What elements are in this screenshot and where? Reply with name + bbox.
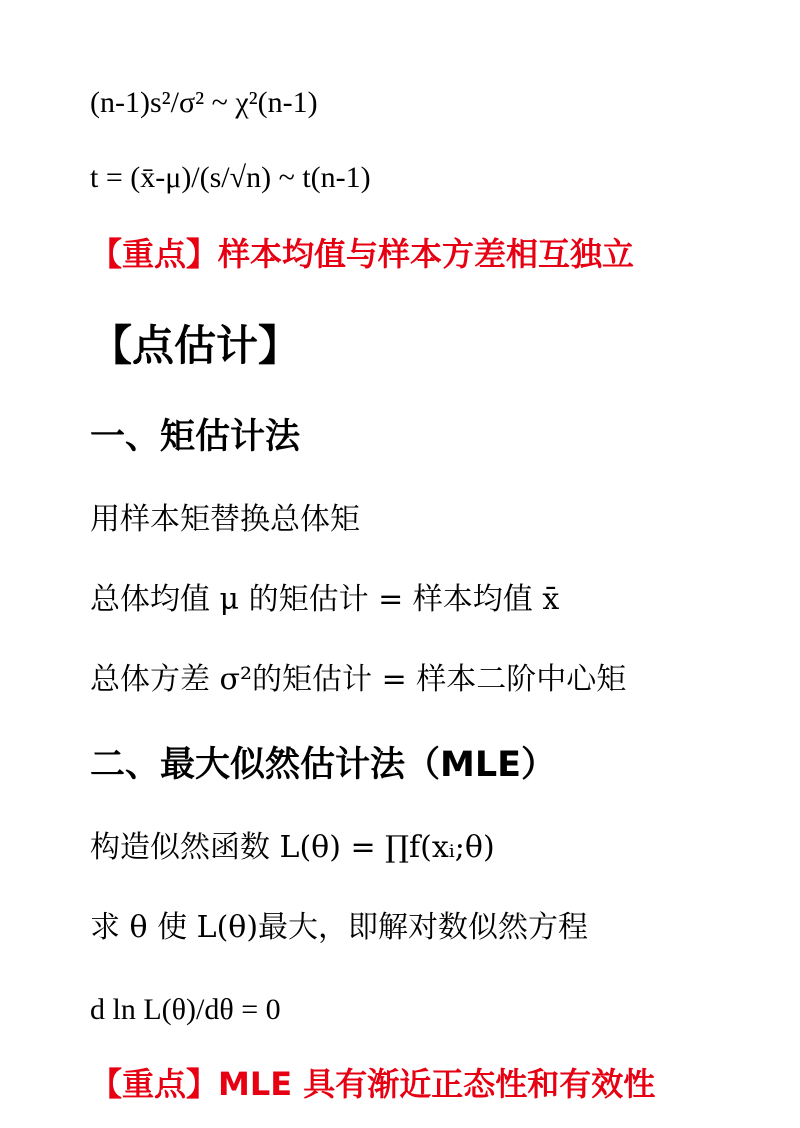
heading-moment-method: 一、矩估计法 — [90, 417, 301, 457]
log-likelihood-equation: d ln L(θ)/dθ = 0 — [90, 993, 281, 1026]
heading-mle: 二、最大似然估计法（MLE） — [90, 745, 557, 785]
likelihood-function: 构造似然函数 L(θ) = ∏f(xᵢ;θ) — [90, 830, 495, 865]
key-point-mle: 【重点】MLE 具有渐近正态性和有效性 — [90, 1065, 656, 1103]
section-heading-point-estimation: 【点估计】 — [90, 321, 301, 370]
variance-moment-estimate: 总体方差 σ²的矩估计 = 样本二阶中心矩 — [90, 662, 627, 697]
mean-moment-estimate: 总体均值 μ 的矩估计 = 样本均值 x̄ — [90, 582, 560, 617]
t-distribution-formula: t = (x̄-μ)/(s/√n) ~ t(n-1) — [90, 161, 371, 194]
moment-method-description: 用样本矩替换总体矩 — [90, 502, 360, 537]
chi-square-formula: (n-1)s²/σ² ~ χ²(n-1) — [90, 86, 318, 119]
maximize-theta-instruction: 求 θ 使 L(θ)最大，即解对数似然方程 — [90, 910, 589, 945]
key-point-independence: 【重点】样本均值与样本方差相互独立 — [90, 235, 635, 273]
